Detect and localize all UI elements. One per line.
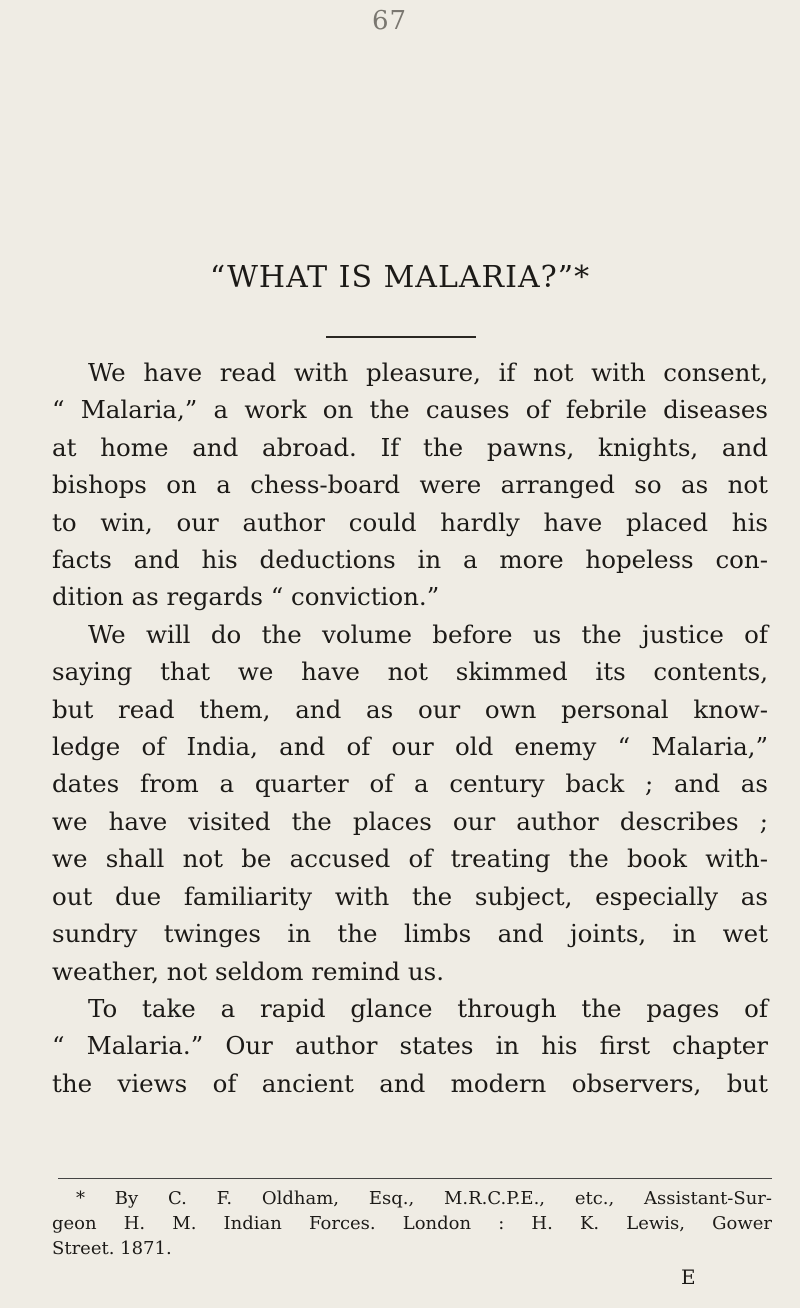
text-line: “ Malaria,” a work on the causes of febrile diseases (52, 395, 768, 425)
text-line: “ Malaria.” Our author states in his first chapter (52, 1031, 768, 1061)
text-line: ledge of India, and of our old enemy “ Malaria,” (52, 732, 768, 762)
text-line: facts and his deductions in a more hopeless con- (52, 545, 768, 575)
text-line: the views of ancient and modern observers, but (52, 1068, 768, 1098)
text-line: We have read with pleasure, if not with consent, (88, 358, 768, 387)
text-line: saying that we have not skimmed its contents, (52, 657, 768, 687)
article-title: “WHAT IS MALARIA?”* (209, 260, 591, 295)
text-line: sundry twinges in the limbs and joints, in wet (52, 919, 768, 949)
text-line: dates from a quarter of a century back ; and as (52, 769, 768, 799)
signature-mark: E (681, 1265, 696, 1289)
text-line: we have visited the places our author describes ; (52, 806, 768, 836)
text-line: out due familiarity with the subject, especially as (52, 881, 768, 911)
footnote-rule (58, 1178, 772, 1179)
text-line: bishops on a chess-board were arranged so as not (52, 470, 768, 500)
footnote-line: Street. 1871. (52, 1238, 172, 1259)
text-line: but read them, and as our own personal know- (52, 694, 768, 724)
article-body (52, 354, 768, 1102)
text-line: to win, our author could hardly have placed his (52, 507, 768, 537)
title-rule (326, 336, 476, 338)
text-line: weather, not seldom remind us. (52, 956, 444, 986)
footnote (52, 1186, 772, 1261)
footnote-line: * By C. F. Oldham, Esq., M.R.C.P.E., etc., Assistant-Sur- (76, 1188, 772, 1209)
text-line: We will do the volume before us the justice of (88, 619, 768, 649)
text-line: we shall not be accused of treating the book with- (52, 844, 768, 874)
footnote-line: geon H. M. Indian Forces. London : H. K. Lewis, Gower (52, 1213, 772, 1234)
text-line: To take a rapid glance through the pages of (88, 993, 768, 1023)
text-line: at home and abroad. If the pawns, knights, and (52, 432, 768, 462)
text-line: dition as regards “ conviction.” (52, 582, 440, 612)
page-number: 67 (372, 6, 408, 36)
